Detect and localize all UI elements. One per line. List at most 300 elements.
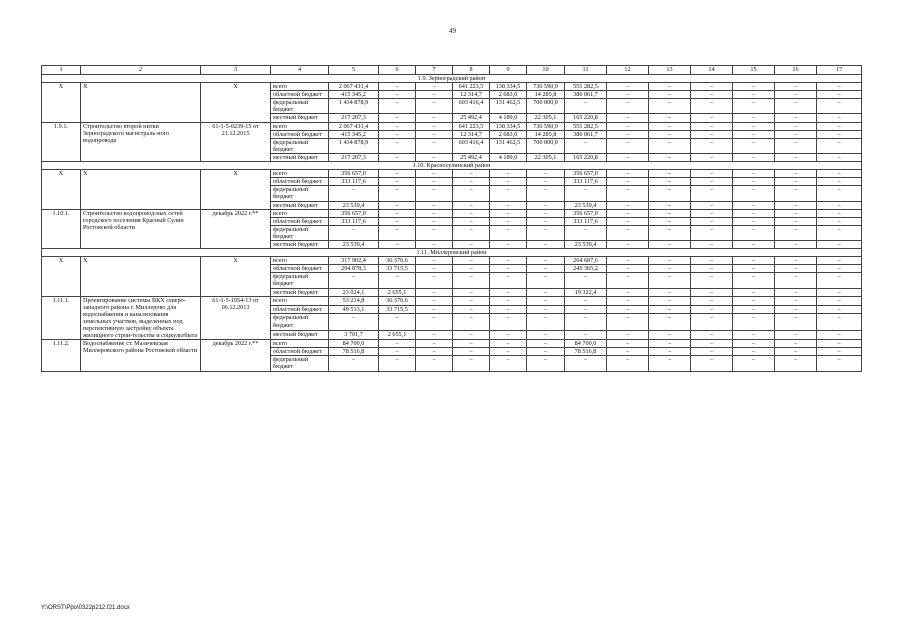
- amount-cell: –: [775, 225, 817, 240]
- amount-cell: –: [565, 356, 607, 371]
- amount-cell: –: [379, 340, 416, 348]
- amount-cell: –: [416, 91, 453, 99]
- amount-cell: 2 067 431,4: [329, 83, 379, 91]
- amount-cell: –: [817, 130, 862, 138]
- amount-cell: –: [416, 340, 453, 348]
- permit-cell: декабрь 2022 г.**: [201, 209, 271, 248]
- amount-cell: –: [649, 348, 691, 356]
- amount-cell: –: [490, 170, 527, 178]
- amount-cell: –: [416, 114, 453, 122]
- amount-cell: –: [817, 288, 862, 296]
- amount-cell: –: [649, 178, 691, 186]
- table-body: [42, 66, 862, 372]
- amount-cell: –: [490, 314, 527, 331]
- table-row: [42, 257, 862, 265]
- amount-cell: –: [527, 170, 565, 178]
- amount-cell: –: [775, 305, 817, 314]
- permit-cell: Х: [201, 83, 271, 122]
- item-number-cell: 1.10.1.: [42, 209, 81, 248]
- amount-cell: –: [416, 209, 453, 217]
- amount-cell: –: [329, 273, 379, 288]
- amount-cell: –: [733, 201, 775, 209]
- amount-cell: –: [379, 348, 416, 356]
- amount-cell: –: [453, 186, 490, 201]
- amount-cell: –: [416, 201, 453, 209]
- funding-source-cell: областной бюджет: [271, 217, 329, 225]
- column-number-header: 4: [271, 66, 329, 75]
- amount-cell: –: [733, 170, 775, 178]
- permit-cell: декабрь 2022 г.**: [201, 340, 271, 371]
- amount-cell: –: [817, 153, 862, 161]
- amount-cell: –: [775, 99, 817, 114]
- amount-cell: –: [527, 257, 565, 265]
- amount-cell: –: [775, 138, 817, 153]
- amount-cell: –: [379, 99, 416, 114]
- amount-cell: –: [607, 240, 649, 248]
- amount-cell: –: [379, 130, 416, 138]
- amount-cell: 23 539,4: [329, 240, 379, 248]
- column-number-header: 5: [329, 66, 379, 75]
- amount-cell: –: [607, 153, 649, 161]
- amount-cell: 33 715,5: [379, 265, 416, 273]
- column-number-header: 8: [453, 66, 490, 75]
- funding-source-cell: федеральный бюджет: [271, 273, 329, 288]
- amount-cell: –: [733, 331, 775, 340]
- amount-cell: –: [527, 331, 565, 340]
- amount-cell: –: [416, 265, 453, 273]
- amount-cell: –: [733, 114, 775, 122]
- funding-source-cell: областной бюджет: [271, 265, 329, 273]
- funding-source-cell: местный бюджет: [271, 331, 329, 340]
- item-number-cell: 1.11.2.: [42, 340, 81, 371]
- amount-cell: –: [527, 201, 565, 209]
- amount-cell: 1 434 878,9: [329, 138, 379, 153]
- item-name-cell: Строительство водопровод-ных сетей городского поселения Красный Сулин Ростовской области: [81, 209, 201, 248]
- amount-cell: –: [817, 170, 862, 178]
- amount-cell: –: [490, 178, 527, 186]
- amount-cell: 700 000,0: [527, 99, 565, 114]
- amount-cell: –: [817, 348, 862, 356]
- page-number: 49: [449, 27, 456, 35]
- amount-cell: –: [649, 305, 691, 314]
- amount-cell: –: [416, 178, 453, 186]
- amount-cell: –: [416, 305, 453, 314]
- amount-cell: –: [817, 201, 862, 209]
- amount-cell: –: [416, 356, 453, 371]
- amount-cell: –: [817, 114, 862, 122]
- funding-source-cell: всего: [271, 296, 329, 305]
- amount-cell: –: [649, 201, 691, 209]
- amount-cell: –: [607, 170, 649, 178]
- amount-cell: –: [565, 331, 607, 340]
- amount-cell: –: [379, 83, 416, 91]
- amount-cell: –: [691, 99, 733, 114]
- amount-cell: –: [691, 138, 733, 153]
- funding-source-cell: федеральный бюджет: [271, 186, 329, 201]
- amount-cell: 19 322,4: [565, 288, 607, 296]
- column-number-header: 14: [691, 66, 733, 75]
- column-number-header: 12: [607, 66, 649, 75]
- amount-cell: –: [817, 178, 862, 186]
- amount-cell: –: [416, 153, 453, 161]
- amount-cell: –: [733, 130, 775, 138]
- amount-cell: –: [733, 356, 775, 371]
- amount-cell: –: [453, 314, 490, 331]
- amount-cell: –: [490, 331, 527, 340]
- item-name-cell: Водоснабжение ст. Мальчевская Миллеровского района Ростовской области: [81, 340, 201, 371]
- amount-cell: –: [733, 340, 775, 348]
- amount-cell: –: [607, 186, 649, 201]
- column-number-row: [42, 66, 862, 75]
- amount-cell: –: [607, 122, 649, 130]
- amount-cell: –: [649, 114, 691, 122]
- amount-cell: 4 189,0: [490, 153, 527, 161]
- amount-cell: –: [649, 225, 691, 240]
- amount-cell: 84 700,0: [565, 340, 607, 348]
- item-number-cell: 1.9.1.: [42, 122, 81, 161]
- funding-source-cell: местный бюджет: [271, 288, 329, 296]
- amount-cell: –: [607, 225, 649, 240]
- amount-cell: –: [691, 178, 733, 186]
- amount-cell: –: [527, 296, 565, 305]
- amount-cell: 12 314,7: [453, 130, 490, 138]
- amount-cell: 23 539,4: [565, 201, 607, 209]
- amount-cell: –: [775, 209, 817, 217]
- amount-cell: –: [490, 240, 527, 248]
- amount-cell: 12 314,7: [453, 91, 490, 99]
- amount-cell: –: [649, 83, 691, 91]
- amount-cell: –: [379, 225, 416, 240]
- amount-cell: –: [817, 83, 862, 91]
- section-heading-row: [42, 75, 862, 83]
- amount-cell: 165 220,8: [565, 153, 607, 161]
- amount-cell: –: [416, 122, 453, 130]
- amount-cell: –: [416, 314, 453, 331]
- amount-cell: –: [817, 340, 862, 348]
- amount-cell: –: [691, 340, 733, 348]
- amount-cell: –: [607, 257, 649, 265]
- amount-cell: 49 513,1: [329, 305, 379, 314]
- amount-cell: –: [416, 83, 453, 91]
- amount-cell: –: [453, 331, 490, 340]
- amount-cell: –: [733, 348, 775, 356]
- amount-cell: –: [775, 288, 817, 296]
- funding-source-cell: всего: [271, 122, 329, 130]
- amount-cell: –: [733, 296, 775, 305]
- amount-cell: –: [649, 314, 691, 331]
- amount-cell: –: [527, 209, 565, 217]
- amount-cell: –: [379, 273, 416, 288]
- amount-cell: –: [649, 170, 691, 178]
- amount-cell: –: [379, 170, 416, 178]
- amount-cell: –: [691, 153, 733, 161]
- amount-cell: 36 370,6: [379, 257, 416, 265]
- amount-cell: –: [775, 340, 817, 348]
- amount-cell: –: [490, 273, 527, 288]
- amount-cell: –: [733, 178, 775, 186]
- amount-cell: 138 334,5: [490, 83, 527, 91]
- amount-cell: 317 902,4: [329, 257, 379, 265]
- amount-cell: –: [775, 356, 817, 371]
- amount-cell: –: [527, 305, 565, 314]
- amount-cell: –: [453, 348, 490, 356]
- amount-cell: 603 416,4: [453, 138, 490, 153]
- amount-cell: –: [691, 201, 733, 209]
- column-number-header: 11: [565, 66, 607, 75]
- amount-cell: –: [733, 305, 775, 314]
- amount-cell: 333 117,6: [565, 217, 607, 225]
- column-number-header: 13: [649, 66, 691, 75]
- amount-cell: 356 657,0: [565, 170, 607, 178]
- funding-source-cell: федеральный бюджет: [271, 99, 329, 114]
- amount-cell: 333 117,6: [565, 178, 607, 186]
- amount-cell: –: [691, 83, 733, 91]
- permit-cell: Х: [201, 257, 271, 296]
- table-row: [42, 340, 862, 348]
- item-name-cell: Строительство второй нитки Зерноградского магистраль-ного водопровода: [81, 122, 201, 161]
- amount-cell: 386 061,7: [565, 130, 607, 138]
- amount-cell: –: [607, 331, 649, 340]
- amount-cell: –: [691, 170, 733, 178]
- amount-cell: –: [775, 83, 817, 91]
- funding-source-cell: местный бюджет: [271, 114, 329, 122]
- amount-cell: 2 067 431,4: [329, 122, 379, 130]
- amount-cell: –: [329, 314, 379, 331]
- amount-cell: –: [379, 186, 416, 201]
- amount-cell: –: [817, 296, 862, 305]
- amount-cell: –: [379, 314, 416, 331]
- amount-cell: –: [416, 186, 453, 201]
- amount-cell: –: [691, 186, 733, 201]
- amount-cell: –: [416, 217, 453, 225]
- table-row: [42, 209, 862, 217]
- amount-cell: 551 282,5: [565, 122, 607, 130]
- permit-cell: 61-1-5-1054-13 от 06.12.2013: [201, 296, 271, 340]
- amount-cell: 25 492,4: [453, 153, 490, 161]
- amount-cell: 131 462,5: [490, 138, 527, 153]
- amount-cell: –: [607, 288, 649, 296]
- funding-source-cell: федеральный бюджет: [271, 356, 329, 371]
- amount-cell: –: [379, 240, 416, 248]
- amount-cell: –: [329, 186, 379, 201]
- amount-cell: 603 416,4: [453, 99, 490, 114]
- amount-cell: –: [733, 83, 775, 91]
- amount-cell: –: [565, 99, 607, 114]
- amount-cell: –: [607, 83, 649, 91]
- amount-cell: –: [817, 91, 862, 99]
- amount-cell: –: [416, 348, 453, 356]
- funding-source-cell: всего: [271, 340, 329, 348]
- amount-cell: –: [649, 186, 691, 201]
- section-title: 1.11. Миллеровский район: [42, 249, 862, 257]
- amount-cell: –: [649, 257, 691, 265]
- amount-cell: –: [817, 225, 862, 240]
- amount-cell: –: [817, 217, 862, 225]
- amount-cell: –: [775, 273, 817, 288]
- funding-source-cell: областной бюджет: [271, 91, 329, 99]
- amount-cell: –: [775, 122, 817, 130]
- amount-cell: 736 590,9: [527, 83, 565, 91]
- amount-cell: –: [691, 209, 733, 217]
- amount-cell: –: [691, 314, 733, 331]
- column-number-header: 1: [42, 66, 81, 75]
- amount-cell: –: [691, 288, 733, 296]
- amount-cell: –: [565, 296, 607, 305]
- amount-cell: –: [453, 209, 490, 217]
- amount-cell: 356 657,0: [565, 209, 607, 217]
- amount-cell: 84 700,0: [329, 340, 379, 348]
- item-name-cell: Х: [81, 170, 201, 209]
- amount-cell: 78 516,8: [329, 348, 379, 356]
- funding-source-cell: местный бюджет: [271, 153, 329, 161]
- amount-cell: 2 683,0: [490, 130, 527, 138]
- amount-cell: 2 655,1: [379, 331, 416, 340]
- amount-cell: 3 701,7: [329, 331, 379, 340]
- amount-cell: 217 207,3: [329, 114, 379, 122]
- amount-cell: –: [817, 305, 862, 314]
- amount-cell: –: [691, 305, 733, 314]
- amount-cell: 165 220,8: [565, 114, 607, 122]
- amount-cell: –: [379, 91, 416, 99]
- amount-cell: –: [649, 138, 691, 153]
- permit-cell: 61-1-5-0239-15 от 21.12.2015: [201, 122, 271, 161]
- amount-cell: –: [416, 257, 453, 265]
- amount-cell: –: [649, 356, 691, 371]
- amount-cell: –: [607, 348, 649, 356]
- amount-cell: –: [379, 138, 416, 153]
- amount-cell: –: [416, 240, 453, 248]
- amount-cell: 14 285,8: [527, 91, 565, 99]
- amount-cell: 78 516,8: [565, 348, 607, 356]
- amount-cell: –: [565, 314, 607, 331]
- amount-cell: 138 334,5: [490, 122, 527, 130]
- amount-cell: –: [775, 217, 817, 225]
- amount-cell: –: [490, 348, 527, 356]
- amount-cell: –: [453, 296, 490, 305]
- amount-cell: –: [817, 186, 862, 201]
- item-number-cell: Х: [42, 257, 81, 296]
- table-row: [42, 170, 862, 178]
- amount-cell: –: [691, 356, 733, 371]
- funding-source-cell: федеральный бюджет: [271, 314, 329, 331]
- amount-cell: –: [607, 201, 649, 209]
- amount-cell: –: [527, 356, 565, 371]
- amount-cell: –: [817, 99, 862, 114]
- amount-cell: –: [817, 331, 862, 340]
- item-name-cell: Х: [81, 257, 201, 296]
- funding-source-cell: федеральный бюджет: [271, 225, 329, 240]
- amount-cell: –: [775, 114, 817, 122]
- amount-cell: –: [527, 273, 565, 288]
- amount-cell: –: [649, 153, 691, 161]
- budget-table: [41, 65, 862, 372]
- amount-cell: –: [691, 348, 733, 356]
- amount-cell: 551 282,5: [565, 83, 607, 91]
- amount-cell: –: [733, 91, 775, 99]
- amount-cell: –: [733, 240, 775, 248]
- amount-cell: –: [490, 257, 527, 265]
- amount-cell: –: [490, 217, 527, 225]
- amount-cell: –: [527, 240, 565, 248]
- amount-cell: –: [733, 314, 775, 331]
- amount-cell: –: [416, 99, 453, 114]
- amount-cell: –: [453, 217, 490, 225]
- amount-cell: 333 117,6: [329, 178, 379, 186]
- amount-cell: –: [453, 273, 490, 288]
- amount-cell: –: [379, 153, 416, 161]
- amount-cell: –: [775, 296, 817, 305]
- amount-cell: –: [649, 240, 691, 248]
- amount-cell: 386 061,7: [565, 91, 607, 99]
- amount-cell: –: [817, 273, 862, 288]
- amount-cell: –: [649, 288, 691, 296]
- amount-cell: –: [691, 273, 733, 288]
- amount-cell: –: [379, 209, 416, 217]
- amount-cell: –: [649, 340, 691, 348]
- amount-cell: –: [817, 209, 862, 217]
- amount-cell: –: [817, 240, 862, 248]
- amount-cell: 2 655,1: [379, 288, 416, 296]
- amount-cell: 131 462,5: [490, 99, 527, 114]
- amount-cell: –: [607, 91, 649, 99]
- funding-source-cell: всего: [271, 170, 329, 178]
- amount-cell: 25 492,4: [453, 114, 490, 122]
- funding-source-cell: федеральный бюджет: [271, 138, 329, 153]
- amount-cell: 415 345,2: [329, 91, 379, 99]
- funding-source-cell: всего: [271, 257, 329, 265]
- amount-cell: –: [775, 130, 817, 138]
- amount-cell: 641 223,5: [453, 83, 490, 91]
- amount-cell: –: [453, 170, 490, 178]
- amount-cell: –: [379, 201, 416, 209]
- amount-cell: –: [775, 186, 817, 201]
- amount-cell: –: [691, 217, 733, 225]
- amount-cell: –: [649, 331, 691, 340]
- funding-source-cell: местный бюджет: [271, 201, 329, 209]
- amount-cell: 14 285,8: [527, 130, 565, 138]
- amount-cell: –: [565, 186, 607, 201]
- amount-cell: –: [527, 225, 565, 240]
- amount-cell: –: [775, 265, 817, 273]
- amount-cell: –: [817, 138, 862, 153]
- funding-source-cell: местный бюджет: [271, 240, 329, 248]
- amount-cell: –: [565, 305, 607, 314]
- amount-cell: –: [453, 225, 490, 240]
- amount-cell: –: [607, 209, 649, 217]
- column-number-header: 7: [416, 66, 453, 75]
- table-row: [42, 296, 862, 305]
- amount-cell: –: [453, 178, 490, 186]
- amount-cell: 264 687,6: [565, 257, 607, 265]
- amount-cell: –: [733, 209, 775, 217]
- amount-cell: –: [649, 209, 691, 217]
- amount-cell: –: [817, 356, 862, 371]
- amount-cell: –: [649, 265, 691, 273]
- table-row: [42, 83, 862, 91]
- column-number-header: 15: [733, 66, 775, 75]
- amount-cell: –: [691, 114, 733, 122]
- amount-cell: –: [733, 225, 775, 240]
- amount-cell: –: [329, 356, 379, 371]
- amount-cell: –: [649, 99, 691, 114]
- amount-cell: –: [490, 340, 527, 348]
- amount-cell: –: [649, 296, 691, 305]
- item-number-cell: Х: [42, 170, 81, 209]
- amount-cell: –: [733, 217, 775, 225]
- amount-cell: 4 189,0: [490, 114, 527, 122]
- amount-cell: –: [691, 240, 733, 248]
- column-number-header: 2: [81, 66, 201, 75]
